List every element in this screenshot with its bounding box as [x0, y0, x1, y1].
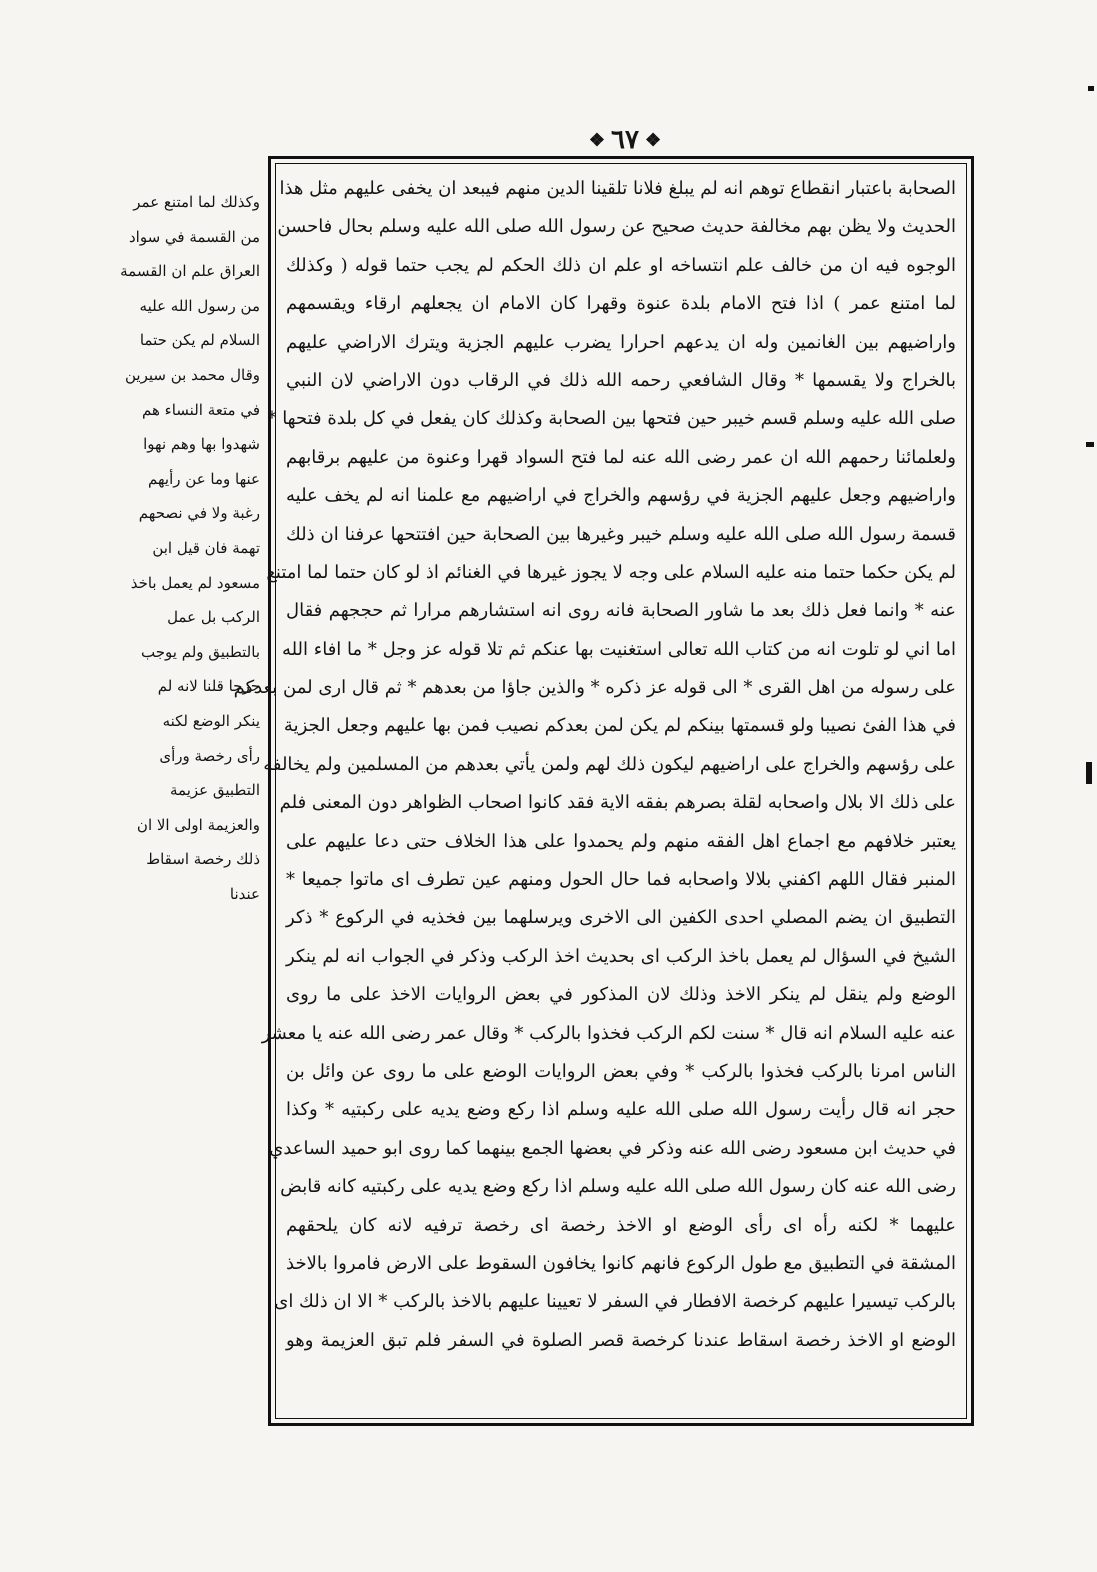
text-line: الحديث ولا يظن بهم مخالفة حديث صحيح عن رسول الله صلى الله عليه وسلم بحال فاحسن	[277, 216, 956, 238]
text-line: ولعلمائنا رحمهم الله ان عمر رضى الله عنه لما فتح السواد قهرا وعنوة من عليهم برقابهم	[286, 446, 956, 468]
text-line: لم يكن حكما حتما منه عليه السلام على وجه لا يجوز غيرها في الغنائم اذ لو كان حتما لما امتنع	[266, 561, 956, 583]
text-line: المشقة في التطبيق مع طول الركوع فانهم كانوا يخافون السقوط على الارض فامروا بالاخذ	[286, 1252, 956, 1274]
text-line: في حديث ابن مسعود رضى الله عنه وذكر في بعضها الجمع بينهما كما روى ابو حميد الساعدي	[269, 1137, 956, 1159]
margin-line: من القسمة في سواد	[128, 227, 260, 246]
margin-line: وقال محمد بن سيرين	[124, 365, 260, 384]
margin-line: ذلك رخصة اسقاط	[146, 850, 260, 869]
text-line: واراضيهم بين الغانمين وله ان يدعهم احرارا يضرب عليهم الجزية ويترك الاراضي عليهم	[286, 331, 956, 353]
margin-line: في متعة النساء هم	[142, 400, 260, 419]
edge-mark-middle	[1086, 442, 1094, 447]
margin-line: رأى رخصة ورأى	[159, 746, 260, 765]
ornament-left-icon: ❖	[588, 129, 606, 151]
margin-line: التطبيق عزيمة	[169, 781, 260, 800]
margin-line: مسعود لم يعمل باخذ	[130, 573, 260, 592]
text-line: يعتبر خلافهم مع اجماع اهل الفقه منهم ولم يحمدوا على هذا الخلاف حتى دعا عليهم على	[286, 830, 956, 852]
text-line: واراضيهم وجعل عليهم الجزية في رؤسهم والخراج في اراضيهم مع علمنا انه لم يخف عليه	[286, 485, 956, 507]
text-line: الصحابة باعتبار انقطاع توهم انه لم يبلغ فلانا تلقينا الدين منهم فيبعد ان يخفى عليهم مثل هذا	[279, 178, 956, 199]
margin-line: عندنا	[229, 884, 260, 903]
text-line: صلى الله عليه وسلم قسم خيبر حين فتحها بين الصحابة وكذلك كان يفعل في كل بلدة فتحها *	[267, 408, 956, 430]
text-line: الشيخ في السؤال لم يعمل باخذ الركب اى بحديث اخذ الركب وذكر في الجواب انه لم ينكر	[286, 945, 956, 967]
text-line: بالركب تيسيرا عليهم كرخصة الافطار في السفر لا تعيينا عليهم بالاخذ بالركب * الا ان ذلك اى	[274, 1291, 956, 1313]
text-line: الناس امرنا بالركب فخذوا بالركب * وفي بعض الروايات الوضع على ما روى عن وائل بن	[286, 1060, 956, 1082]
margin-line: رغبة ولا في نصحهم	[138, 504, 260, 523]
page-number	[570, 122, 680, 158]
margin-line: شهدوا بها وهم نهوا	[143, 435, 260, 454]
edge-mark-top	[1088, 86, 1094, 91]
margin-line: العراق علم ان القسمة	[120, 262, 260, 281]
edge-mark-lower	[1086, 762, 1092, 784]
text-line: بالخراج ولا يقسمها * وقال الشافعي رحمه الله ذلك في الرقاب دون الاراضي لان النبي	[286, 369, 956, 391]
text-line: في هذا الفئ نصيبا ولو قسمتها بينكم لم يكن لمن بعدكم نصيب فمن بها عليهم وجعل الجزية	[283, 715, 956, 737]
text-line: على رؤسهم والخراج على اراضيهم ليكون ذلك لهم ولمن يأتي بعدهم من المسلمين ولم يخالفه	[263, 753, 956, 775]
text-line: الوضع او الاخذ رخصة اسقاط عندنا كرخصة قصر الصلوة في السفر فلم تبق العزيمة وهو	[286, 1329, 956, 1351]
margin-commentary	[120, 185, 260, 911]
text-line: عليهما * لكنه رأه اى رأى الوضع او الاخذ رخصة اى رخصة ترفيه لانه كان يلحقهم	[286, 1214, 956, 1236]
margin-line: الركب بل عمل	[167, 608, 260, 627]
text-line: المنبر فقال اللهم اكفني بلالا واصحابه فما حال الحول ومنهم عين تطرف اى ماتوا جميعا *	[286, 869, 956, 891]
text-line: لما امتنع عمر ) اذا فتح الامام بلدة عنوة وقهرا كان الامام ان يجعلهم ارقاء ويقسمهم	[286, 293, 956, 315]
ornament-right-icon: ❖	[644, 129, 662, 151]
text-line: الوضع ولم ينقل لم ينكر الاخذ وذلك لان المذكور في بعض الروايات الاخذ على ما روى	[286, 984, 956, 1006]
text-line: قسمة رسول الله صلى الله عليه وسلم خيبر وغيرها بين الصحابة حين افتتحها عرفنا ان ذلك	[286, 523, 956, 545]
margin-line: والعزيمة اولى الا ان	[136, 815, 260, 834]
margin-line: وكذلك لما امتنع عمر	[133, 193, 260, 211]
text-line: رضى الله عنه كان رسول الله صلى الله عليه وسلم اذا ركع وضع يديه على ركبتيه كانه قابض	[280, 1176, 956, 1198]
text-line: اما اني لو تلوت انه من كتاب الله تعالى استغنيت بها عنكم ثم تلا قوله عز وجل * ما افاء الله	[281, 638, 956, 660]
main-text-frame	[233, 156, 974, 1426]
text-line: عنه عليه السلام انه قال * سنت لكم الركب فخذوا بالركب * وقال عمر رضى الله عنه يا معشر	[261, 1022, 956, 1044]
margin-line: السلام لم يكن حتما	[139, 331, 260, 350]
main-text-frame-inner	[233, 163, 967, 1419]
margin-line: تهمة فان قيل ابن	[152, 538, 260, 557]
text-line: حجر انه قال رأيت رسول الله صلى الله عليه وسلم اذا ركع وضع يديه على ركبتيه * وكذا	[286, 1099, 956, 1121]
page-number-text: ٦٧	[611, 125, 639, 155]
text-line: التطبيق ان يضم المصلي احدى الكفين الى الاخرى ويرسلهما بين فخذيه في الركوع * ذكر	[286, 907, 956, 929]
margin-line: بالتطبيق ولم يوجب	[141, 642, 260, 661]
margin-line: عنها وما عن رأيهم	[148, 469, 260, 488]
text-line: على ذلك الا بلال واصحابه لقلة بصرهم بفقه الاية فقد كانوا اصحاب الظواهر دون المعنى فلم	[279, 792, 956, 814]
text-line: على رسوله من اهل القرى * الى قوله عز ذكره * والذين جاؤا من بعدهم * ثم قال ارى لمن بعدكم	[233, 677, 956, 699]
margin-line: جرحا قلنا لانه لم	[157, 677, 260, 696]
margin-line: من رسول الله عليه	[139, 296, 260, 315]
main-text-block	[233, 170, 956, 1360]
text-line: عنه * وانما فعل ذلك بعد ما شاور الصحابة فانه روى انه استشارهم مرارا ثم حججهم فقال	[286, 600, 956, 622]
text-line: الوجوه فيه ان من خالف علم انتساخه او علم ان ذلك الحكم لم يجب حتما قوله ( وكذلك	[286, 254, 956, 276]
margin-line: ينكر الوضع لكنه	[162, 711, 260, 730]
